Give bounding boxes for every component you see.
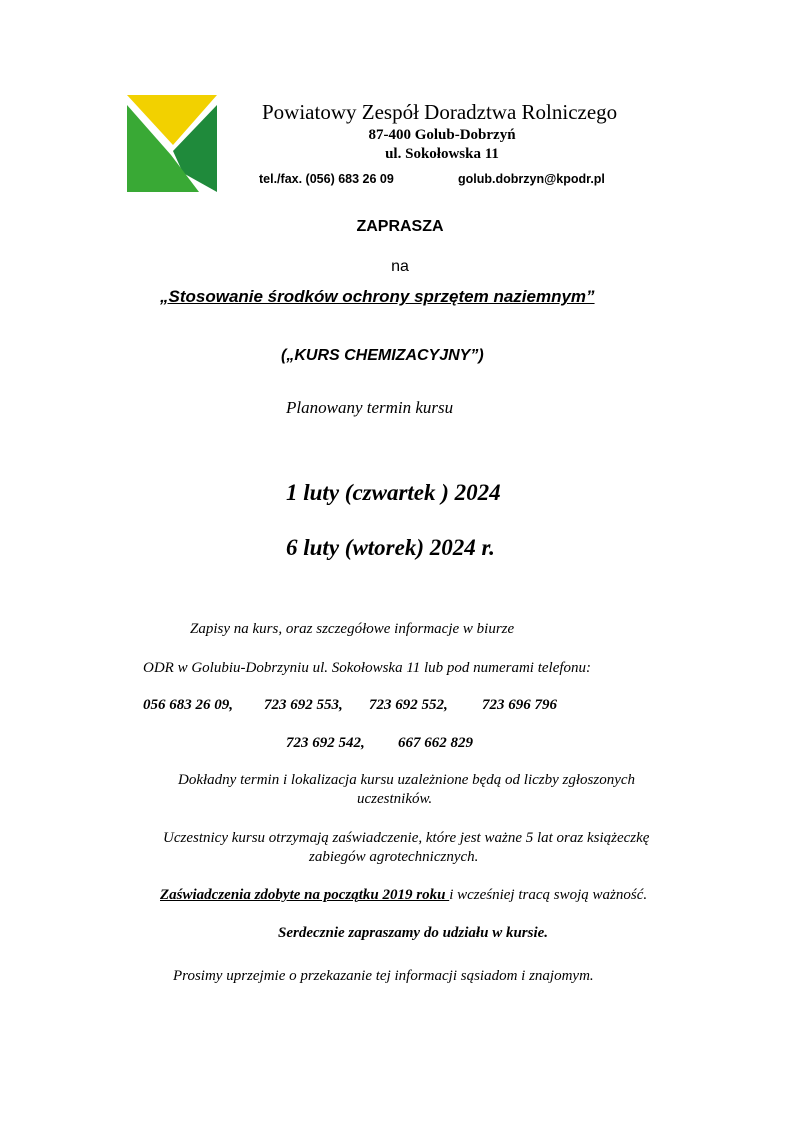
phone-5: 723 692 542, — [286, 735, 365, 751]
org-name: Powiatowy Zespół Doradztwa Rolniczego — [262, 100, 618, 124]
phone-3: 723 692 552, — [369, 697, 448, 713]
request-note: Prosimy uprzejmie o przekazanie tej informacji sąsiadom i znajomym. — [173, 968, 594, 984]
term-note-line-1: Dokładny termin i lokalizacja kursu uzależnione będą od liczby zgłoszonych — [178, 772, 636, 788]
org-street: ul. Sokołowska 11 — [385, 146, 499, 162]
phone-4: 723 696 796 — [482, 697, 557, 713]
signup-line-2: ODR w Golubiu-Dobrzyniu ul. Sokołowska 11 lub pod numerami telefonu: — [143, 660, 592, 676]
course-date-1: 1 luty (czwartek ) 2024 — [286, 480, 501, 505]
signup-line-1: Zapisy na kurs, oraz szczegółowe informacje w biurze — [190, 621, 515, 637]
zaprasza-heading: ZAPRASZA — [356, 218, 444, 235]
org-email: golub.dobrzyn@kpodr.pl — [458, 172, 605, 186]
na-text: na — [391, 258, 409, 275]
cert-note-line-1: Uczestnicy kursu otrzymają zaświadczenie, które jest ważne 5 lat oraz książeczkę — [163, 830, 650, 846]
cert-note-line-2: zabiegów agrotechnicznych. — [309, 849, 479, 865]
phone-2: 723 692 553, — [264, 697, 343, 713]
course-date-2: 6 luty (wtorek) 2024 r. — [286, 535, 495, 560]
phone-6: 667 662 829 — [398, 735, 473, 751]
validity-note-bold: Zaświadczenia zdobyte na początku 2019 roku — [160, 887, 450, 903]
validity-note — [160, 887, 647, 904]
org-phone: tel./fax. (056) 683 26 09 — [259, 172, 394, 186]
validity-note-rest: i wcześniej tracą swoją ważność. — [449, 887, 648, 903]
org-postal: 87-400 Golub-Dobrzyń — [368, 127, 516, 143]
course-title: „Stosowanie środków ochrony sprzętem naziemnym” — [160, 287, 595, 306]
planned-label: Planowany termin kursu — [286, 398, 454, 417]
odr-logo — [127, 95, 217, 192]
phone-1: 056 683 26 09, — [143, 697, 233, 713]
course-subtitle: („KURS CHEMIZACYJNY”) — [281, 347, 484, 364]
welcome-note: Serdecznie zapraszamy do udziału w kursie. — [278, 925, 549, 941]
term-note-line-2: uczestników. — [357, 791, 433, 807]
